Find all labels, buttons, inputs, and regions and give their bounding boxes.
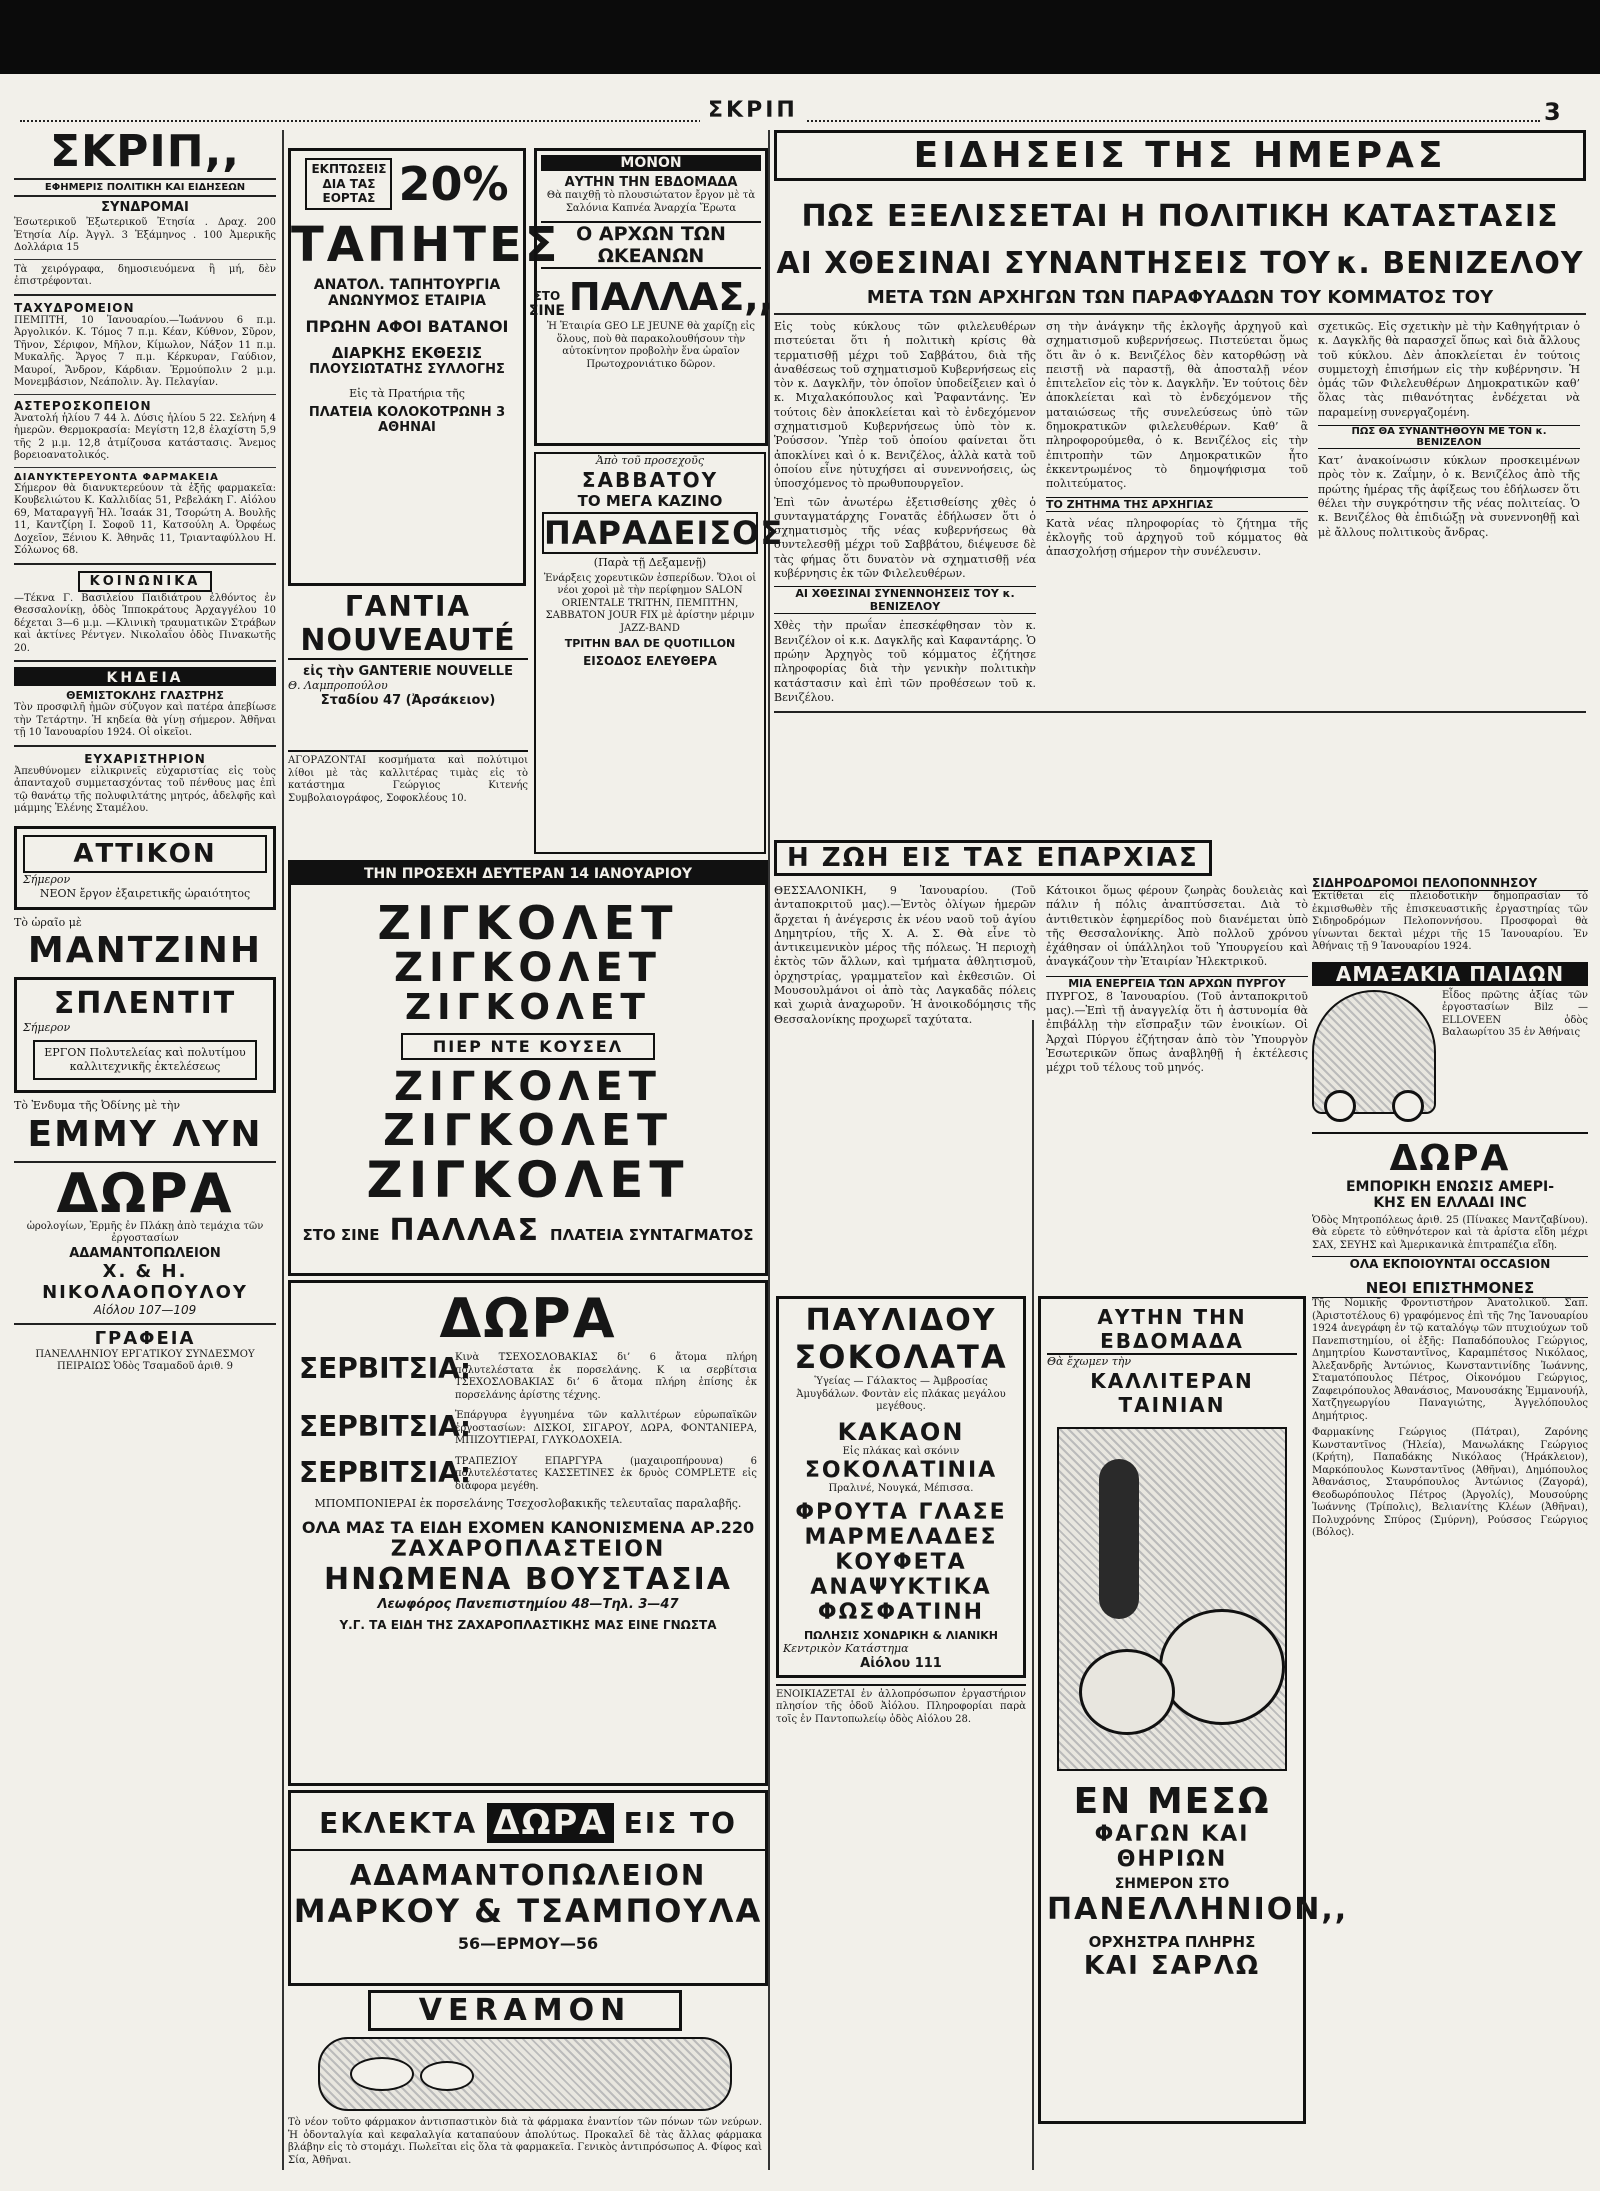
zigolet-2: ΖΙΓΚΟΛΕΤ: [394, 945, 662, 992]
panellinion-week: ΑΥΤΗΝ ΤΗΝ ΕΒΔΟΜΑΔΑ: [1047, 1305, 1297, 1355]
news-sub-1: ΑΙ ΧΘΕΣΙΝΑΙ ΣΥΝΕΝΝΟΗΣΕΙΣ ΤΟΥ κ. ΒΕΝΙΖΕΛΟΥ: [774, 586, 1036, 614]
zigolet-4: ΖΙΓΚΟΛΕΤ: [394, 1064, 662, 1111]
young-scientists-text: Τῆς Νομικῆς Φροντιστήρον Ἀνατολικοῦ. Σαπ. (Ἀριστοτέλους 6) γραφόμενος ἐπὶ τῆς 7ης Ἰανουαρίου 1924 ἀνεγράφη ἐν τῷ καταλόγῳ τῶν πτυχιούχων τοῦ Πανεπιστημίου, οἱ ἑξῆς: Παπαδόπουλος Γεώργιος, Δημητρίου Κωνσταντῖνος, Καραμπέτσος Νικόλαος, Ἀλεξανδρῆς Ἀντώνιος, Κωνσταντινίδης Ἰωάννης, Σταματόπουλος Πέτρος, Οἰκονόμου Γεώργιος, Ζαφειρόπουλος Ἀθανάσιος, Μανουσάκης Ἐμμανουήλ, Χατζηγεωργίου Παναγιώτης, Ἀγγελόπουλος Δημήτριος.: [1312, 1298, 1588, 1422]
zigolet-3: ΖΙΓΚΟΛΕΤ: [405, 987, 651, 1029]
servitsia-label-2: ΣΕΡΒΙΤΣΙΑ:: [299, 1410, 472, 1444]
provinces-title: Η ΖΩΗ ΕΙΣ ΤΑΣ ΕΠΑΡΧΙΑΣ: [774, 840, 1212, 876]
tapites-company: ΑΝΑΤΟΛ. ΤΑΠΗΤΟΥΡΓΙΑ: [313, 277, 501, 293]
pallas-week: ΑΥΤΗΝ ΤΗΝ ΕΒΔΟΜΑΔΑ: [564, 175, 738, 190]
offices-title: ΓΡΑΦΕΙΑ: [94, 1327, 196, 1349]
young-scientists-text-2: Φαρμακίνης Γεώργιος (Πάτραι), Ζαρόνης Κωνσταντῖνος (Ἠλεία), Μανωλάκης Γεώργιος (Κρήτη), Παπαδάκης Νικόλαος (Ἡράκλειον), Μαρκόπουλος Κωνσταντῖνος (Ἀθῆναι), Δημόπουλος Ἀθανάσιος, Σταυρόπουλος Ἀντώνιος (Ζαγορά), Θεοδωρόπουλος Πέτρος (Ἀργολίς), Μουσούρης Ἰωάννης (Τρίπολις), Βελιανίτης Κλέων (Ἀθῆναι), Πολυχρόνης Σπύρος (Σμύρνη), Ρούσσος Γεώργιος (Βόλος).: [1312, 1427, 1588, 1538]
attikon-sub: Σήμερον: [23, 872, 71, 886]
pavlidou-sales: ΠΩΛΗΣΙΣ ΧΟΝΔΡΙΚΗ & ΛΙΑΝΙΚΗ: [803, 1628, 999, 1642]
memorial-text: Ἀπευθύνομεν εἰλικρινεῖς εὐχαριστίας εἰς τοὺς ἀπανταχοῦ συμμετασχόντας τοῦ πένθους μας ἐπὶ τῷ θανάτῳ τῆς πολυφιλτάτης μητρός, ἀδελφῆς καὶ μάμμης Ἑλένης Σταμέλου.: [14, 765, 276, 814]
tapites-collection: ΠΛΟΥΣΙΩΤΑΤΗΣ ΣΥΛΛΟΓΗΣ: [309, 362, 505, 377]
paradisos-text: Ἐνάρξεις χορευτικῶν ἑσπερίδων. Ὅλοι οἱ νέοι χοροὶ μὲ τὴν περίφημον SALON ORIENTALE TRITHN, ΠΕΜΠΤΗΝ, ΣΑΒΒΑΤΟΝ JOUR FIX μὲ ἀρίστην μέριμν JAZZ-BAND: [543, 572, 757, 634]
paradisos-from: Ἀπὸ τοῦ προσεχοῦς: [595, 454, 705, 467]
panellinion-orchestra: ΟΡΧΗΣΤΡΑ ΠΛΗΡΗΣ: [1088, 1933, 1256, 1952]
servitsia-text-3: ΤΡΑΠΕΖΙΟΥ ΕΠΑΡΓΥΡΑ (μαχαιροπήρουνα) 6 πολυτελέστατες ΚΑΣΣΕΤΙΝΕΣ ἐκ δρυὸς COMPLETE εἰς διάφορα μεγέθη.: [455, 1455, 757, 1492]
gantia-address: Σταδίου 47 (Ἀρσάκειον): [320, 693, 496, 709]
gantia-owner: Θ. Λαμπροπούλου: [288, 679, 388, 692]
panellinion-best-film: ΚΑΛΛΙΤΕΡΑΝ ΤΑΙΝΙΑΝ: [1090, 1369, 1254, 1418]
provinces-section: [774, 840, 1308, 1280]
panellinion-name: ΠΑΝΕΛΛΗΝΙΟΝ,,: [1047, 1892, 1349, 1928]
tapites-square: ΠΛΑΤΕΙΑ ΚΟΛΟΚΟΤΡΩΝΗ 3: [308, 405, 506, 421]
astro-heading: ΑΣΤΕΡΟΣΚΟΠΕΙΟΝ: [14, 398, 152, 413]
post-text: ΠΕΜΠΤΗ, 10 Ἰανουαρίου.—Ἰωάννου 6 π.μ. Ἀργολικόν. Κ. Τόμος 7 π.μ. Κέαν, Κύθνον, Σῦρον, Τῆνον, Σέριφον, Μῆλον, Κίμωλον, Νάξον 11 π.μ. Μυκαλῆς. Ἄργος 7 π.μ. Κέρκυραν, Γαύδιον, Μαυροί, Ἄνδρον, Κάρδιαν. Ἐρμούπολιν 2 μ.μ. Μονεμβάσιον, Νεάπολιν. Ἀγ. Πελαγίαν.: [14, 314, 276, 388]
railway-heading: ΣΙΔΗΡΟΔΡΟΜΟΙ ΠΕΛΟΠΟΝΝΗΣΟΥ: [1312, 876, 1588, 891]
veramon-title: VERAMON: [368, 1990, 682, 2031]
mantzini-ad: [14, 916, 276, 971]
servitsia-ps: Υ.Γ. ΤΑ ΕΙΔΗ ΤΗΣ ΖΑΧΑΡΟΠΛΑΣΤΙΚΗΣ ΜΑΣ ΕΙΝΕ ΓΝΩΣΤΑ: [339, 1617, 717, 1632]
eklekta-dora: ΔΩΡΑ: [487, 1803, 613, 1843]
news-banner: ΕΙΔΗΣΕΙΣ ΤΗΣ ΗΜΕΡΑΣ: [774, 130, 1586, 181]
splendid-title: ΣΠΛΕΝΤΙΤ: [53, 986, 237, 1022]
pavlidou-anapsyktika: ΑΝΑΨΥΚΤΙΚΑ: [810, 1574, 992, 1600]
zigolet-5: ΖΙΓΚΟΛΕΤ: [383, 1105, 673, 1157]
young-scientists-heading: ΝΕΟΙ ΕΠΙΣΤΗΜΟΝΕΣ: [1312, 1279, 1588, 1298]
servitsia-label-3: ΣΕΡΒΙΤΣΙΑ:: [299, 1455, 472, 1489]
paradisos-free: ΕΙΣΟΔΟΣ ΕΛΕΥΘΕΡΑ: [583, 654, 717, 669]
tapites-percent: 20%: [398, 157, 509, 211]
news-col1c: Χθὲς τὴν πρωΐαν ἐπεσκέφθησαν τὸν κ. Βενιζέλον οἱ κ.κ. Δαγκλῆς καὶ Καφαντάρης. Ὁ πρώην Ἀρχηγὸς τοῦ κόμματος ἐζήτησε πληροφορίας διὰ τὴν γενικὴν πολιτικὴν κατάστασιν καὶ ἐπὶ τῶν προθέσεων τοῦ κ. Βενιζέλου.: [774, 619, 1036, 704]
funeral-heading: ΚΗΔΕΙΑ: [106, 670, 184, 686]
news-sub-3: ΠΩΣ ΘΑ ΣΥΝΑΝΤΗΘΟΥΝ ΜΕ ΤΟΝ κ. ΒΕΝΙΖΕΛΟΝ: [1318, 425, 1580, 449]
zigolet-6: ΖΙΓΚΟΛΕΤ: [366, 1151, 690, 1210]
news-col1: Εἰς τοὺς κύκλους τῶν φιλελευθέρων πιστεύεται ὅτι ἡ πολιτικὴ κρίσις θὰ τερματισθῇ μέχρι τοῦ Σαββάτου, διὰ τῆς ἀναθέσεως τοῦ σχηματισμοῦ Κυβερνήσεως εἰς τὸν κ. Δαγκλῆν, τὸν ὁποῖον ὑποδείξειεν καὶ ὁ κ. Μιχαλακόπουλος καὶ Ῥαφαντάνης. Ἐν τούτοις δὲν ἀποκλείεται καὶ τὸ ἐνδεχόμενον σχηματισμοῦ Κυβερνήσεως ὑπὸ τὸν κ. Ῥούσσον. Ὑπὲρ τοῦ ὁποίου φαίνεται ὅτι ἀποκλίνει καὶ ὁ κ. Βενιζέλος, ἀλλὰ κατὰ τοῦ ὁποίου εἶνε ηὐτυχήσει αἱ συνεννοήσεις, ὡς ὑποσχόμενος τὸ πρωθυπουργεῖον.: [774, 320, 1036, 491]
pallas-desc: Θὰ παιχθῇ τὸ πλουσιώτατον ἔργον μὲ τὰ Σαλόνια Καπνέα Ἀναρχία Ἔρωτα: [546, 190, 756, 214]
pavlidou-chocolate: ΣΟΚΟΛΑΤΑ: [794, 1338, 1008, 1376]
news-headline-1: ΠΩΣ ΕΞΕΛΙΣΣΕΤΑΙ Η ΠΟΛΙΤΙΚΗ ΚΑΤΑΣΤΑΣΙΣ: [801, 199, 1559, 234]
astro-text: Ἀνατολή ἡλίου 7 44 λ. Δύσις ἡλίου 5 22. Σελήνη 4 ἡμερῶν. Θερμοκρασία: Μεγίστη 12,8 ἐλαχίστη 5,9 τῆς 2 μ.μ. 12,8 ἀτμίζουσα κατάστασις. Ἄνεμος βορειοανατολικός.: [14, 412, 276, 461]
tapites-l3: ΕΟΡΤΑΣ: [322, 191, 376, 206]
panellinion-among: ΕΝ ΜΕΣΩ: [1073, 1781, 1271, 1823]
servitsia-label-1: ΣΕΡΒΙΤΣΙΑ:: [299, 1352, 472, 1386]
zigolet-sto: ΣΤΟ ΣΙΝΕ: [302, 1225, 380, 1244]
news-headline-2b: κ. ΒΕΝΙΖΕΛΟΥ: [1336, 246, 1584, 281]
zigolet-date: ΤΗΝ ΠΡΟΣΕΧΗ ΔΕΥΤΕΡΑΝ 14 ΙΑΝΟΥΑΡΙΟΥ: [291, 863, 765, 885]
dora-title: ΔΩΡΑ: [56, 1161, 234, 1225]
pharmacy-text: Σήμερον θὰ διανυκτερεύουν τὰ ἑξῆς φαρμακεῖα: Κουβελιώτου Κ. Καλλιδίας 51, Ρεβελάκη Γ. Αἰόλου 69, Ματαραγγῆ Ἡλ. Ἰσαάκ 31, Τσορώτη Α. Βουλῆς 11, Καντζίρη Ι. Σοφοῦ 11, Κατσούλη Α. Ὀρφέως Δοχεῖον, Ξένιου Κ. Ἀθηνᾶς 11, Τριανταφύλλου Η. Σόλωνος 68.: [14, 482, 276, 556]
pallas-name: ΠΑΛΛΑΣ,,: [568, 275, 774, 319]
tablet-image: [350, 2057, 414, 2091]
splendid-text: ΕΡΓΟΝ Πολυτελείας καὶ πολυτίμου καλλιτεχνικῆς ἐκτελέσεως: [33, 1040, 257, 1081]
dora-american-ad: [1312, 1132, 1588, 1272]
zigolet-ad: [288, 860, 768, 1276]
memorial-heading: ΕΥΧΑΡΙΣΤΗΡΙΟΝ: [84, 751, 206, 766]
baby-carriage-image: [1312, 990, 1436, 1114]
offices-ad: [14, 1323, 276, 1374]
tapites-city: ΑΘΗΝΑΙ: [378, 420, 436, 436]
masthead-note: Τὰ χειρόγραφα, δημοσιευόμενα ἢ μή, δὲν ἐπιστρέφονται.: [14, 263, 276, 287]
carriage-text: Εἶδος πρῶτης ἀξίας τῶν ἐργοστασίων Bilz — ELLOVEEN ὁδὸς Βαλαωρίτου 35 ἐν Ἀθήναις: [1442, 989, 1588, 1038]
dora-ad: [14, 1161, 276, 1317]
servitsia-text-2: Ἐπάργυρα ἐγγυημένα τῶν καλλιτέρων εὐρωπαϊκῶν ἐργοστασίων: ΔΙΣΚΟΙ, ΣΙΓΑΡΟΥ, ΔΩΡΑ, ΦΟΝΤΑΝΙΕΡΑ, ΜΠΙΖΟΥΤΙΕΡΑΙ, ΓΛΥΚΟΔΟΧΕΙΑ.: [455, 1410, 757, 1447]
pallas-ad: [528, 148, 774, 446]
eklekta-eis: ΕΙΣ ΤΟ: [623, 1806, 737, 1840]
splendid-sub: Σήμερον: [23, 1021, 71, 1035]
eklekta-ad: [288, 1790, 768, 1986]
dora-address: Αἰόλου 107—109: [93, 1302, 197, 1317]
panellinion-beasts: ΦΑΓΩΝ ΚΑΙ ΘΗΡΙΩΝ: [1094, 1822, 1250, 1873]
panellinion-ad: [1038, 1296, 1349, 2166]
running-head-title: ΣΚΡΙΠ: [700, 98, 806, 123]
servitsia-dora: ΔΩΡΑ: [439, 1287, 617, 1350]
pallas-only: ΜΟΝΟΝ: [541, 155, 761, 171]
news-col3b: Κατ’ ἀνακοίνωσιν κύκλων προσκειμένων πρὸς τὸν κ. Ζαΐμην, ὁ κ. Βενιζέλος ἀπὸ τῆς πρώτης ἡμέρας τῆς ἀφίξεως του ἐδήλωσεν ὅτι θέλει τὴν συγκρότησιν τῆς νέας πολιτείας. Ὁ κ. Βενιζέλος θὰ ἐπιδιώξῃ νὰ συνεννοηθῇ καὶ μὲ ἄλλους πολιτικοὺς ἄνδρας.: [1318, 454, 1580, 539]
pavlidou-koufeta: ΚΟΥΦΕΤΑ: [835, 1549, 967, 1575]
dora-shop: ΑΔΑΜΑΝΤΟΠΩΛΕΙΟΝ: [69, 1245, 221, 1261]
pavlidou-central: Κεντρικὸν Κατάστημα: [783, 1641, 909, 1655]
eklekta-shop: ΑΔΑΜΑΝΤΟΠΩΛΕΙΟΝ: [349, 1859, 707, 1892]
for-rent-text: ΕΝΟΙΚΙΑΖΕΤΑΙ ἐν ἀλλοπρόσωπον ἐργαστήριον πλησίον τῆς ὁδοῦ Ἀἰόλου. Πληροφορίαι παρὰ τοῖς ἐν Παντοπωλείῳ ὁδὸς Αἰόλου 28.: [776, 1684, 1026, 1727]
tapites-former: ΠΡΩΗΝ ΑΦΟΙ ΒΑΤΑΝΟΙ: [305, 317, 509, 336]
pavlidou-kakao-sub: Εἰς πλάκας καὶ σκόνιν: [842, 1445, 960, 1457]
tapites-at: Εἰς τὰ Πρατήρια τῆς: [349, 387, 465, 400]
pavlidou-marmelades: ΜΑΡΜΕΛΑΔΕΣ: [804, 1524, 998, 1550]
news-col2: ση τὴν ἀνάγκην τῆς ἐκλογῆς ἀρχηγοῦ καὶ σχηματισμοῦ κυβερνήσεως. Πιστεύεται ὅμως ὅτι ἂν ὁ κ. Βενιζέλος δὲν κατορθώσῃ νὰ πειστῇ νὰ παραστῇ, θὰ ἀποσταλῇ νέον ἐπιτελεῖον εἰς τὸν κ. Δαγκλῆν. Ἐν τούτοις δὲν ἀποκλείεται καὶ τὸ ἐνδεχόμενον τῆς ματαιώσεως τῆς συνελεύσεως ὑπὸ τῶν δημοκρατικῶν φιλελευθέρων. Καθ’ ἃ πληροφορούμεθα, ὁ κ. Βενιζέλος εἰς τὴν ἐπιτροπὴν τῶν Δημοκρατικῶν ἦτο ἐκκεντρωμένος τὸ δημοψήφισμα τοῦ πολιτεύματος.: [1046, 320, 1308, 491]
paradisos-ad: [534, 452, 784, 854]
attikon-ad: [14, 826, 276, 911]
veramon-text: Τὸ νέον τοῦτο φάρμακον ἀντισπαστικὸν διὰ τὰ φάρμακα ἐναντίον τῶν πόνων τῶν νεύρων. Ἡ ὀδονταλγία καὶ κεφαλαλγία καταπαύουν ἀπολύτως. Προκαλεῖ δὲ τὰς ἄλλας φάρμακα βλάβην εἰς τὸ στομάχι. Πωλεῖται εἰς ὅλα τὰ φαρμακεῖα. Γενικὸς ἀντιπρόσωπος Α. Φίφος καὶ Σία, Ἀθῆναι.: [288, 2117, 762, 2166]
news-sub-2: ΤΟ ΖΗΤΗΜΑ ΤΗΣ ΑΡΧΗΓΙΑΣ: [1046, 497, 1308, 512]
emmy-name: ΕΜΜΥ ΛΥΝ: [27, 1113, 263, 1155]
post-heading: ΤΑΧΥΔΡΟΜΕΙΟΝ: [14, 300, 135, 315]
masthead-subtitle: ΕΦΗΜΕΡΙΣ ΠΟΛΙΤΙΚΗ ΚΑΙ ΕΙΔΗΣΕΩΝ: [14, 178, 276, 197]
zigolet-1: ΖΙΓΚΟΛΕΤ: [377, 896, 679, 950]
paradisos-gala: ΤΡΙΤΗΝ ΒΑΛ DE QUOTILLON: [564, 637, 736, 651]
railway-text: Ἐκτίθεται εἰς πλειοδοτικὴν δημοπρασίαν τὸ ἐκμισθωθὲν τῆς ἐπισκευαστικῆς ἐργαστηρίας τῶν Σιδηροδρόμων Πελοποννήσου. Προσφοραὶ θὰ γίνωνται δεκταὶ μέχρι τῆς 15 Ἰανουαρίου. Ἐν Ἀθήναις τῇ 9 Ἰανουαρίου 1924.: [1312, 891, 1588, 952]
dora-american-l1: ΕΜΠΟΡΙΚΗ ΕΝΩΣΙΣ ΑΜΕΡΙ-: [1345, 1178, 1555, 1195]
dora-names: Χ. & Η. ΝΙΚΟΛΑΟΠΟΥΛΟΥ: [42, 1260, 248, 1303]
mantzini-name: ΜΑΝΤΖΙΝΗ: [27, 930, 263, 972]
page-number: 3: [1540, 98, 1565, 126]
provinces-text-2: Κάτοικοι ὅμως φέρουν ζωηρὰς δουλειὰς καὶ πάλιν ἡ πόλις ἀναπτύσσεται. Διὰ τὸ ἀντιθετικὸν ἐφημερίδος ποὺ διανέμεται ὑπὸ τῆς Θεσσαλονίκης. Ἀπὸ πολλοῦ χρόνου ἐχάθησαν οἱ ὑπάλληλοι τοῦ Ὑπουργείου καὶ ἀναγκάζουν τὴν Ἑταιρίαν Ἠλεκτρικοῦ.: [1046, 884, 1308, 969]
mantzini-pre: Τὸ ὡραῖο μὲ: [14, 916, 82, 930]
lion-image: [1079, 1649, 1175, 1735]
social-heading: ΚΟΙΝΩΝΙΚΑ: [78, 571, 213, 592]
panellinion-today: ΣΗΜΕΡΟΝ ΣΤΟ: [1114, 1876, 1230, 1893]
column-rule: [768, 130, 770, 2170]
gantia-nouveaute: NOUVEAUTÉ: [288, 623, 528, 660]
servitsia-bonbon: ΜΠΟΜΠΟΝΙΕΡΑΙ ἐκ πορσελάνης Τσεχοσλοβακικῆς τελευταῖας παραλαβῆς.: [314, 1497, 742, 1511]
middle-column: [288, 130, 784, 2170]
carriage-title: ΑΜΑΞΑΚΙΑ ΠΑΙΔΩΝ: [1312, 962, 1588, 986]
dora-text: ὡρολογίων, Ἐρμῆς ἐν Πλάκῃ ἀπὸ τεμάχια τῶν ἐργοστασίων: [26, 1220, 264, 1245]
servitsia-text-1: Κινὰ ΤΣΕΧΟΣΛΟΒΑΚΙΑΣ δι’ 6 ἄτομα πλήρη πολυτελέστατα ἐκ πορσελάνης. Κ ια σερβίτσια ΤΣΕΧΟΣΛΟΒΑΚΙΑΣ δι’ 6 ἄτομα πλήρη ἐπίσης ἐκ πορσελάνης ἀρίστης τέχνης.: [455, 1352, 757, 1401]
agorazontai-text: ΑΓΟΡΑΖΟΝΤΑΙ κοσμήματα καὶ πολύτιμοι λίθοι μὲ τὰς καλλιτέρας τιμὰς εἰς τὸ κατάστημα Γεώργιος Κιτενής Συμβολαιογράφος, Σοφοκλέους 10.: [288, 750, 528, 805]
attikon-text: ΝΕΟΝ ἔργον ἐξαιρετικῆς ὡραιότητος: [39, 886, 251, 900]
pallas-sto: ΣΤΟ: [533, 289, 561, 303]
gantia-ad: [288, 590, 528, 740]
tablet-image: [420, 2061, 474, 2091]
pavlidou-sokolatinia-sub: Πραλινέ, Νουγκά, Μέπισσα.: [828, 1483, 974, 1494]
eklekta-address: 56—ΕΡΜΟΥ—56: [457, 1934, 599, 1953]
carriage-ad: [1312, 962, 1588, 1114]
tapites-company2: ΑΝΩΝΥΜΟΣ ΕΤΑΙΡΙΑ: [327, 293, 487, 309]
pyrgos-text: ΠΥΡΓΟΣ, 8 Ἰανουαρίου. (Τοῦ ἀνταποκριτοῦ μας).—Ἐπὶ τῇ ἀναγγελίᾳ ὅτι ἡ ἀστυνομία θὰ ἐπιβάλλῃ τὴν εἴσπραξιν τῶν ἐνοικίων. Οἱ Ἀρχαὶ Πύργου ἐζήτησαν ἀπὸ τὸν Ὑπουργὸν Ἐσωτερικῶν ὅπως ἀναβληθῇ ἡ ἐκτέλεσις μέχρι τοῦ τέλους τοῦ μηνός.: [1046, 989, 1308, 1075]
attikon-title: ΑΤΤΙΚΟΝ: [23, 835, 267, 873]
news-headline-3: ΜΕΤΑ ΤΩΝ ΑΡΧΗΓΩΝ ΤΩΝ ΠΑΡΑΦΥΑΔΩΝ ΤΟΥ ΚΟΜΜΑΤΟΣ ΤΟΥ: [866, 287, 1494, 308]
tapites-big: ΤΑΠΗΤΕΣ: [291, 217, 561, 273]
subscriptions-text: Ἐσωτερικοῦ Ἐξωτερικοῦ Ἐτησία . Δραχ. 200 Ἐτησία Λίρ. Ἀγγλ. 3 Ἑξάμηνος . 100 Ἀμερικῆς Δολλάρια 15: [14, 217, 276, 253]
pavlidou-fosfatini: ΦΩΣΦΑΤΙΝΗ: [817, 1599, 985, 1625]
gantia-title: ΓΑΝΤΙΑ: [344, 590, 472, 623]
pavlidou-ad: [776, 1296, 1026, 2166]
scan-top-bar: [0, 0, 1600, 74]
dora-american-l2: ΚΗΣ ΕΝ ΕΛΛΑΔΙ INC: [1373, 1194, 1527, 1211]
figure-image: [1099, 1459, 1139, 1619]
dora-american-title: ΔΩΡΑ: [1389, 1137, 1511, 1179]
veramon-tube-image: [318, 2037, 732, 2111]
pyrgos-heading: ΜΙΑ ΕΝΕΡΓΕΙΑ ΤΩΝ ΑΡΧΩΝ ΠΥΡΓΟΥ: [1046, 976, 1308, 990]
lion-image: [1159, 1609, 1285, 1725]
right-lower-column: [1312, 876, 1588, 2166]
zigolet-author: ΠΙΕΡ ΝΤΕ ΚΟΥΣΕΛ: [401, 1033, 655, 1060]
pallas-film-title: Ο ΑΡΧΩΝ ΤΩΝ ΩΚΕΑΝΩΝ: [541, 221, 761, 269]
wheel-image: [1392, 1090, 1424, 1122]
pallas-text: Ἡ Ἑταιρία GEO LE JEUNE θὰ χαρίζῃ εἰς ὅλους, ποὺ θὰ παρακολουθήσουν τὴν αὐτοκίνητον προβολὴν ἕνα ὡραῖον Πρωτοχρονιάτικο δῶρον.: [546, 321, 756, 370]
pallas-sine: ΣΙΝΕ: [528, 303, 565, 319]
paradisos-saturday: ΣΑΒΒΑΤΟΥ: [581, 468, 719, 493]
news-col1b: Ἐπὶ τῶν ἀνωτέρω ἐξετισθείσης χθὲς ὁ συνταγματάρχης Γονατᾶς ἐδήλωσεν ὅτι ὁ σχηματισμὸς τῆς νέας κυβερνήσεως θὰ συντελεσθῇ μέχρι τοῦ Σαββάτου, διέψευσε δὲ τὰς φήμας ὅτι δυνατὸν νὰ σχηματισθῇ νέα κυβέρνησις ἐκ τῶν Φιλελευθέρων.: [774, 495, 1036, 581]
funeral-name: ΘΕΜΙΣΤΟΚΛΗΣ ΓΛΑΣΤΡΗΣ: [66, 689, 224, 702]
pavlidou-kakao: ΚΑΚΑΟΝ: [837, 1417, 965, 1446]
eklekta-names: ΜΑΡΚΟΥ & ΤΣΑΜΠΟΥΛΑ: [293, 1892, 763, 1930]
funeral-text: Τὸν προσφιλῆ ἡμῶν σύζυγον καὶ πατέρα ἀπεβίωσε τὴν Τετάρτην. Ἡ κηδεία θὰ γίνῃ σήμερον. Ἀθῆναι τῇ 10 Ἰανουαρίου 1924. Οἱ οἰκεῖοι.: [14, 702, 276, 738]
servitsia-ad: [288, 1280, 768, 1786]
pavlidou-address: Αἰόλου 111: [860, 1655, 942, 1671]
paradisos-name: ΠΑΡΑΔΕΙΣΟΣ: [544, 514, 784, 553]
lions-illustration-image: [1057, 1427, 1287, 1771]
pavlidou-fruit: ΦΡΟΥΤΑ ΓΛΑΣΕ: [795, 1499, 1007, 1525]
masthead-title: ΣΚΡΙΠ,,: [49, 126, 241, 177]
funeral-heading-box: [14, 667, 276, 686]
column-rule: [282, 130, 284, 2170]
news-col3: σχετικῶς. Εἰς σχετικὴν μὲ τὴν Καθηγήτριαν ὁ κ. Δαγκλῆς θὰ παρασχεῖ ὅπως καὶ διὰ ἄλλους τοῦ κύκλου. Δὲν ἀποκλείεται ἐν τούτοις συμμετοχὴ ἐπισήμων εἰς τὴν κυβέρνησιν. Ἡ ὁμάς τῶν Φιλελευθέρων Δημοκρατικῶν καθ’ ὅλας τὰς πιθανότητας ἐνδέχεται νὰ παραμείνῃ συνεργαζομένη.: [1318, 320, 1580, 419]
news-col2b: Κατὰ νέας πληροφορίας τὸ ζήτημα τῆς ἐκλογῆς τοῦ ἀρχηγοῦ τοῦ κόμματος θὰ ἀπασχολήσῃ σήμερον τὴν συνέλευσιν.: [1046, 516, 1308, 559]
running-header: [0, 98, 1600, 128]
paradisos-casino: ΤΟ ΜΕΓΑ ΚΑΖΙΝΟ: [577, 492, 723, 511]
servitsia-inomena: ΗΝΩΜΕΝΑ ΒΟΥΣΤΑΣΙΑ: [324, 1561, 732, 1597]
left-column: [14, 126, 276, 2170]
news-headline-2a: ΑΙ ΧΘΕΣΙΝΑΙ ΣΥΝΑΝΤΗΣΕΙΣ ΤΟΥ: [776, 246, 1331, 281]
dora-american-occasion: ΟΛΑ ΕΚΠΟΙΟΥΝΤΑΙ OCCASION: [1312, 1256, 1588, 1271]
pharmacy-heading: ΔΙΑΝΥΚΤΕΡΕΥΟΝΤΑ ΦΑΡΜΑΚΕΙΑ: [14, 471, 219, 483]
tapites-l1: ΕΚΠΤΩΣΕΙΣ: [311, 162, 387, 177]
servitsia-zaxaroplasteion: ΖΑΧΑΡΟΠΛΑΣΤΕΙΟΝ: [390, 1536, 666, 1562]
dora-american-text: Ὁδὸς Μητροπόλεως ἀριθ. 25 (Πίνακες Μαντζαβίνου). Θὰ εὑρετε τὸ εὐθηνότερον καὶ τὰ ἀρίστα εἴδη μέχρι ΣΑΧ, ΣΕΥΗΣ καὶ Ἀμερικανικὰ ἐπιτραπέζια εἴδη.: [1312, 1214, 1588, 1251]
paradisos-location: (Παρὰ τῇ Δεξαμενῇ): [593, 556, 707, 570]
tapites-exhibition: ΔΙΑΡΚΗΣ ΕΚΘΕΣΙΣ: [331, 344, 483, 362]
zigolet-pallas: ΠΑΛΛΑΣ: [389, 1212, 541, 1248]
wheel-image: [1324, 1090, 1356, 1122]
panellinion-charlot: ΚΑΙ ΣΑΡΛΩ: [1083, 1951, 1261, 1982]
masthead: [14, 126, 276, 289]
splendid-ad: [14, 977, 276, 1093]
emmy-ad: [14, 1099, 276, 1154]
servitsia-address: Λεωφόρος Πανεπιστημίου 48—Τηλ. 3—47: [377, 1596, 679, 1612]
gantia-shop: εἰς τὴν GANTERIE NOUVELLE: [303, 664, 513, 679]
panellinion-we-have: Θὰ ἔχωμεν τὴν: [1047, 1355, 1132, 1368]
emmy-pre: Τὸ Ἐνδυμα τῆς Ὀδίνης μὲ τὴν: [14, 1099, 181, 1113]
eklekta-word: ΕΚΛΕΚΤΑ: [319, 1806, 478, 1840]
pavlidou-name: ΠΑΥΛΙΔΟΥ: [805, 1303, 997, 1338]
offices-text: ΠΑΝΕΛΛΗΝΙΟΥ ΕΡΓΑΤΙΚΟΥ ΣΥΝΔΕΣΜΟΥ ΠΕΙΡΑΙΩΣ Ὁδὸς Τσαμαδοῦ ἀριθ. 9: [35, 1348, 255, 1373]
veramon-ad: [288, 1990, 762, 2166]
provinces-text-1: ΘΕΣΣΑΛΟΝΙΚΗ, 9 Ἰανουαρίου. (Τοῦ ἀνταποκριτοῦ μας).—Ἐντὸς ὀλίγων ἡμερῶν ἄρχεται ἡ ἀνέγερσις ἐκ νέου ναοῦ τοῦ ἁγίου Δημητρίου, τῆς Χ. Α. Σ. Θὰ εἶνε τὸ ἀντικειμενικὸν μέρος τῆς πόλεως. Ἡ περιοχὴ ἐκτὸς τῶν ἄλλων, καὶ τμήματα ἀθλητισμοῦ, ὀρχηστρίας, γραμματεῖον καὶ ἐκθεσιῶν. Οἱ Μουσουλμάνοι οἱ ἀπὸ τὰς Λαγκαδᾶς πόλεις καὶ χωριὰ ἀναχωροῦν. Ἡ ἀνοικοδόμησις τῆς Θεσσαλονίκης προχωρεῖ ταχύτατα.: [774, 884, 1036, 1026]
servitsia-all: ΟΛΑ ΜΑΣ ΤΑ ΕΙΔΗ ΕΧΟΜΕΝ ΚΑΝΟΝΙΣΜΕΝΑ ΑΡ.220: [301, 1517, 755, 1537]
tapites-l2: ΔΙΑ ΤΑΣ: [322, 176, 376, 191]
social-text: —Τέκνα Γ. Βασιλείου Παιδιάτρου ἐλθόντος ἐν Θεσσαλονίκῃ, ὁδὸς Ἱπποκράτους Ἀρχαγγέλου 10 δέχεται 3—6 μ.μ. —Κλινικὴ τραυματικῶν Στράβων καὶ ἀκτίνες Ρέντγεν. Νικολαΐου ὁδὸς Πινακωτῆς 20.: [14, 592, 276, 654]
pavlidou-sokolatinia: ΣΟΚΟΛΑΤΙΝΙΑ: [804, 1458, 998, 1483]
subscriptions-heading: ΣΥΝΔΡΟΜΑΙ: [101, 200, 189, 215]
zigolet-square: ΠΛΑΤΕΙΑ ΣΥΝΤΑΓΜΑΤΟΣ: [550, 1225, 754, 1244]
pavlidou-desc: Ὑγείας — Γάλακτος — Ἀμβροσίας Ἀμυγδάλων. Φοντὰν εἰς πλάκας μεγάλου μεγέθους.: [796, 1376, 1006, 1412]
